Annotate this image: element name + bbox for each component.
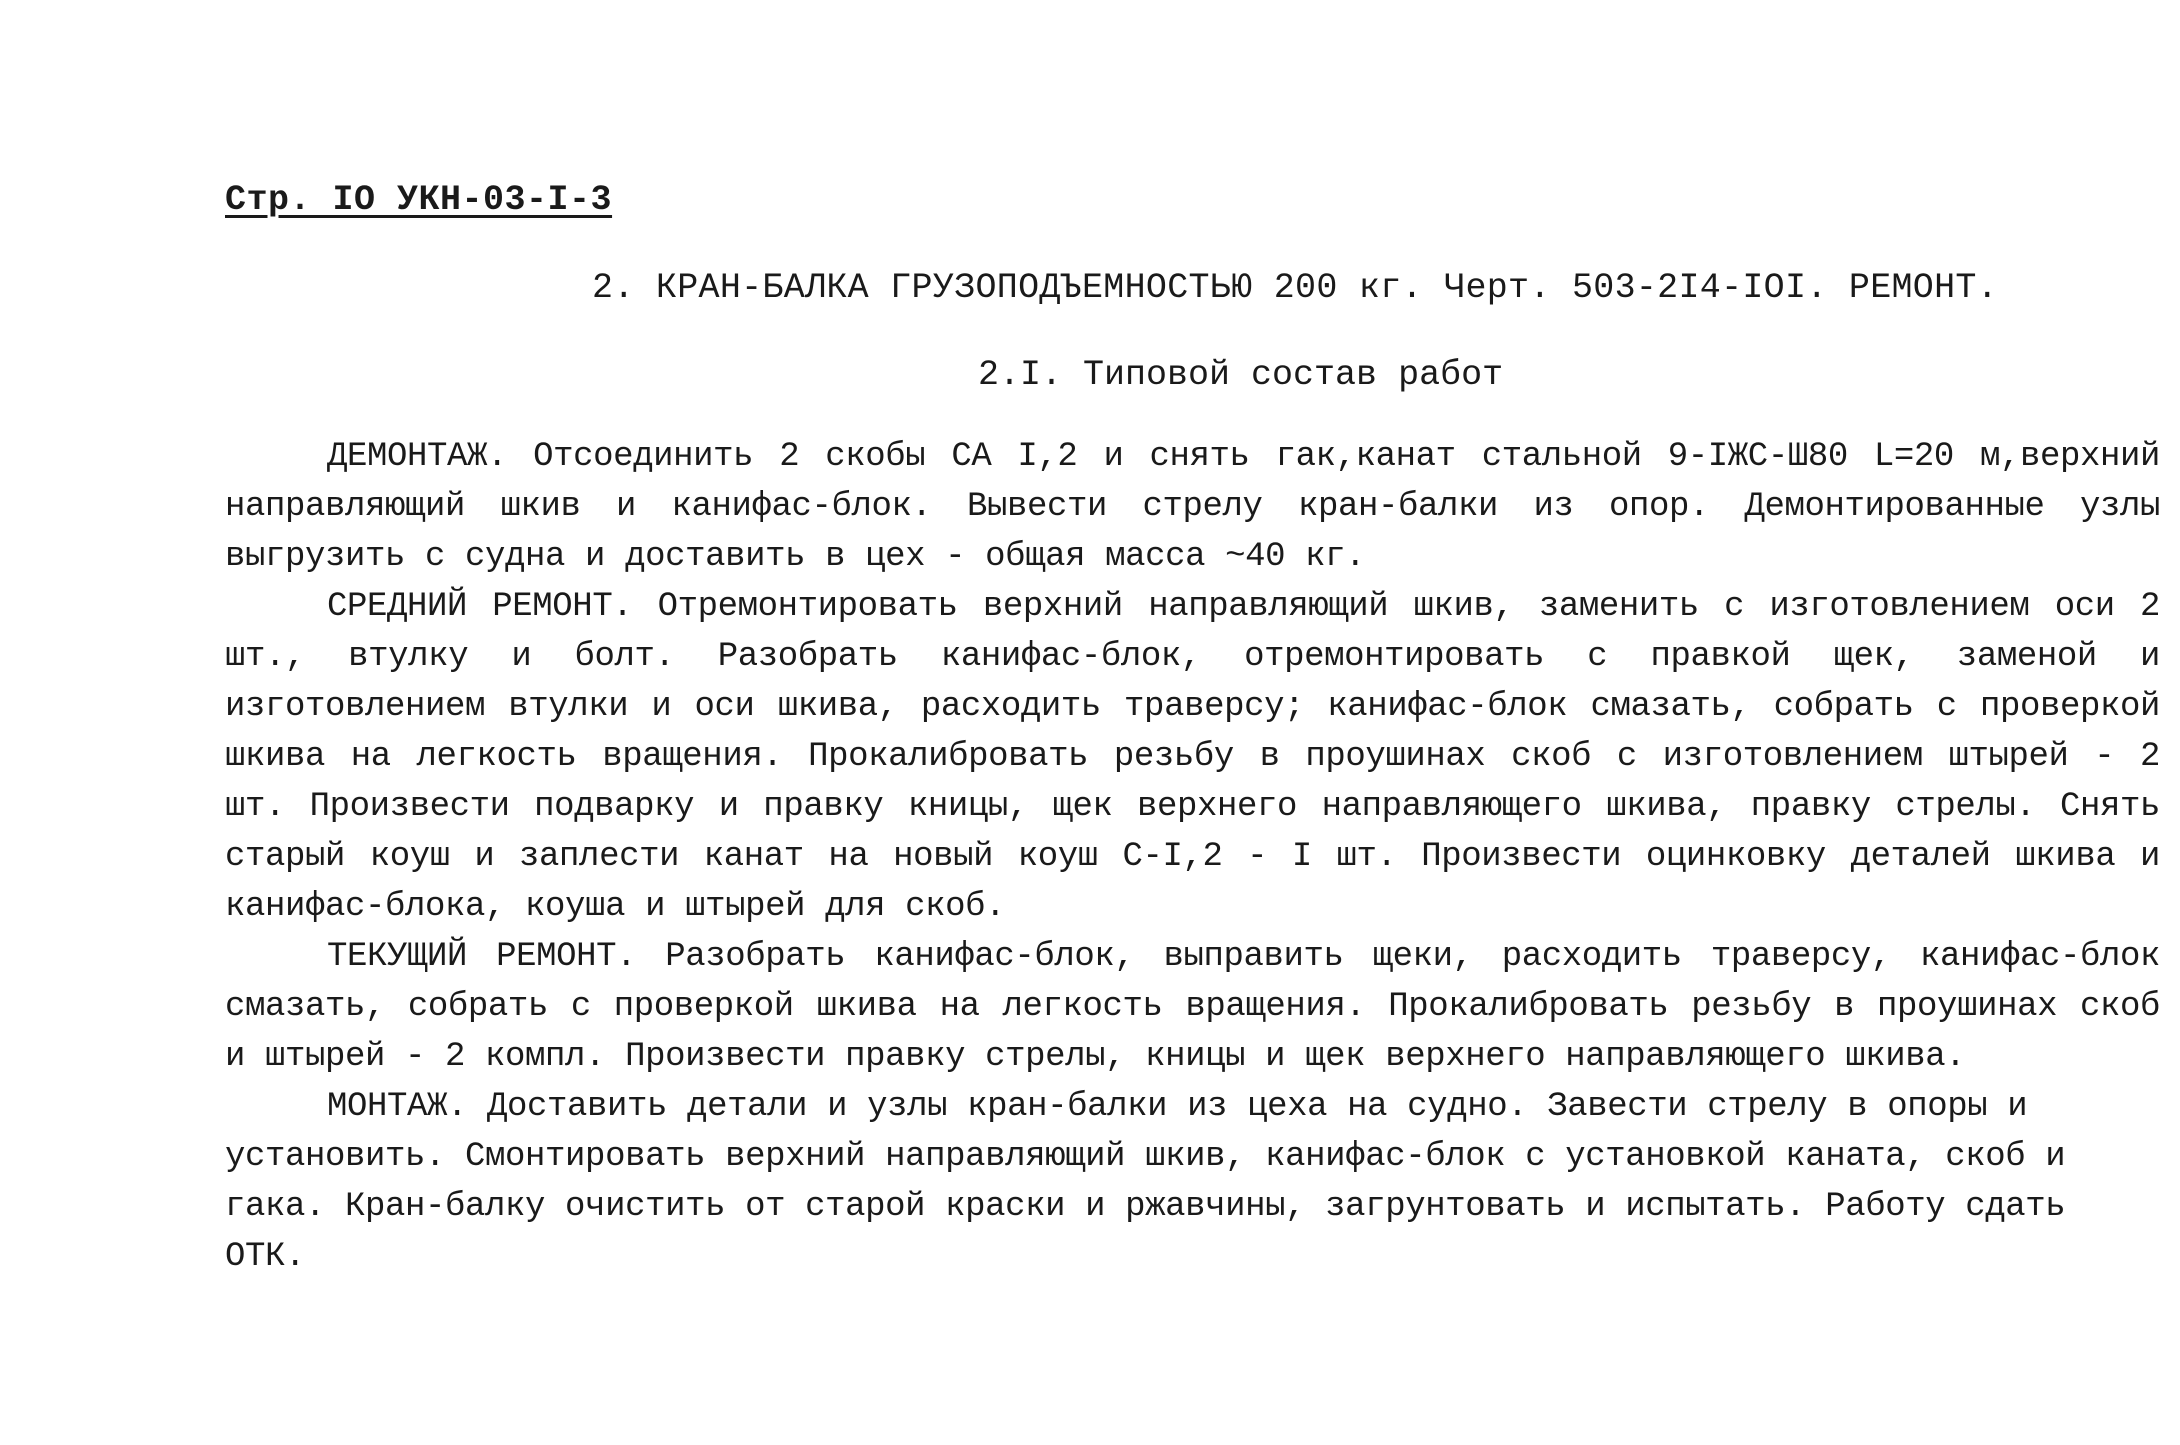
section-title: 2. КРАН-БАЛКА ГРУЗОПОДЪЕМНОСТЬЮ 200 кг. Черт. 503-2I4-IOI. РЕМОНТ. <box>592 268 1999 308</box>
paragraph-current-repair: ТЕКУЩИЙ РЕМОНТ. Разобрать канифас-блок, выправить щеки, расходить траверсу, канифас-блок смазать, собрать с проверкой шкива на легкость вращения. Прокалибровать резьбу в проушинах скоб и штырей - 2 компл. Произвести правку стрелы, кницы и щек верхнего направляющего шкива. <box>225 938 2160 1076</box>
paragraph-medium-repair: СРЕДНИЙ РЕМОНТ. Отремонтировать верхний направляющий шкив, заменить с изготовлением оси 2 шт., втулку и болт. Разобрать канифас-блок, отремонтировать с правкой щек, заменой и изготовлением втулки и оси шкива, расходить траверсу; канифас-блок смазать, собрать с проверкой шкива на легкость вращения. Прокалибровать резьбу в проушинах скоб с изготовлением штырей - 2 шт. Произвести подварку и правку кницы, щек верхнего направляющего шкива, правку стрелы. Снять старый коуш и заплести канат на новый коуш С-I,2 - I шт. Произвести оцинковку деталей шкива и канифас-блока, коуша и штырей для скоб. <box>225 588 2160 926</box>
paragraph-dismantling: ДЕМОНТАЖ. Отсоединить 2 скобы СА I,2 и снять гак,канат стальной 9-IЖС-Ш80 L=20 м,верхний направляющий шкив и канифас-блок. Вывести стрелу кран-балки из опор. Демонтированные узлы выгрузить с судна и доставить в цех - общая масса ~40 кг. <box>225 438 2160 576</box>
paragraph-installation: МОНТАЖ. Доставить детали и узлы кран-балки из цеха на судно. Завести стрелу в опоры и установить. Смонтировать верхний направляющий шкив, канифас-блок с установкой каната, скоб и гака. Кран-балку очистить от старой краски и ржавчины, загрунтовать и испытать. Работу сдать ОТК. <box>225 1088 2066 1276</box>
subsection-title: 2.I. Типовой состав работ <box>978 355 1504 395</box>
body-text <box>225 432 2160 1282</box>
page-reference: Стр. IO УКН-03-I-3 <box>225 180 613 220</box>
